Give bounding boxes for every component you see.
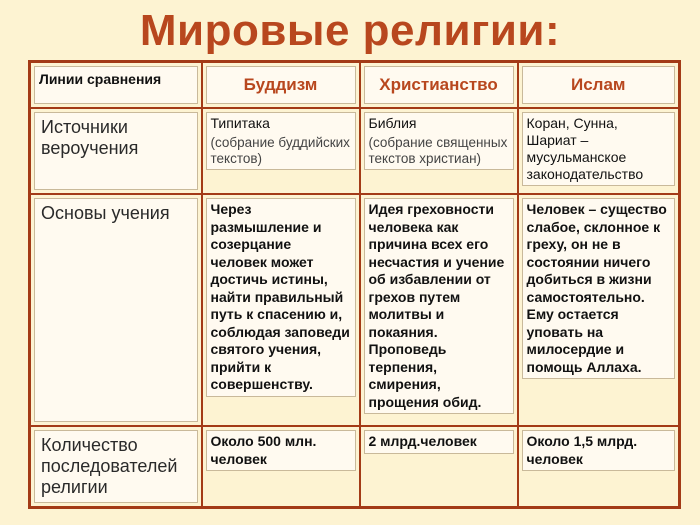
header-cell-buddhism: Буддизм (206, 66, 356, 104)
table-cell (522, 198, 676, 379)
row-label: Основы учения (34, 198, 198, 422)
row-label: Источники вероучения (34, 112, 198, 190)
row-label: Количество последователей религии (34, 430, 198, 503)
page-title: Мировые религии: (139, 6, 561, 55)
table-row (30, 426, 680, 508)
header-cell-comparison: Линии сравнения (34, 66, 198, 104)
table-cell (206, 112, 356, 170)
comparison-table (28, 60, 681, 509)
table-cell (364, 430, 514, 454)
cell-main-text: Библия (368, 115, 417, 131)
cell-main-text: Около 1,5 млрд. человек (526, 433, 638, 467)
cell-main-text: Человек – существо слабое, склонное к греху, он не в состоянии ничего добиться в жизни самостоятельно. Ему остается уповать на милосердие и помощь Аллаха. (526, 201, 667, 375)
header-cell-christianity: Христианство (364, 66, 514, 104)
cell-main-text: Типитака (210, 115, 270, 131)
table-cell (206, 198, 356, 397)
table-cell (364, 198, 514, 414)
header-cell-islam: Ислам (522, 66, 676, 104)
cell-sub-text: (собрание буддийских текстов) (210, 135, 350, 166)
table-cell (206, 430, 356, 471)
table-row (30, 108, 680, 194)
cell-main-text: 2 млрд.человек (368, 433, 477, 449)
cell-main-text: Коран, Сунна, Шариат – мусульманское законодательство (526, 115, 644, 182)
table-cell (522, 430, 676, 471)
cell-main-text: Через размышление и созерцание человек может достичь истины, найти правильный путь к спасению и, соблюдая заповеди святого учения, прийти к совершенству. (210, 201, 350, 392)
table-cell (364, 112, 514, 170)
cell-sub-text: (собрание священных текстов христиан) (368, 135, 508, 166)
cell-main-text: Около 500 млн. человек (210, 433, 317, 467)
cell-main-text: Идея греховности человека как причина всех его несчастия и учение об избавлении от грехов путем молитвы и покаяния. Проповедь терпения, смирения, прощения обид. (368, 201, 505, 410)
table-header-row (30, 62, 680, 109)
table-cell (522, 112, 676, 186)
table-row (30, 194, 680, 426)
